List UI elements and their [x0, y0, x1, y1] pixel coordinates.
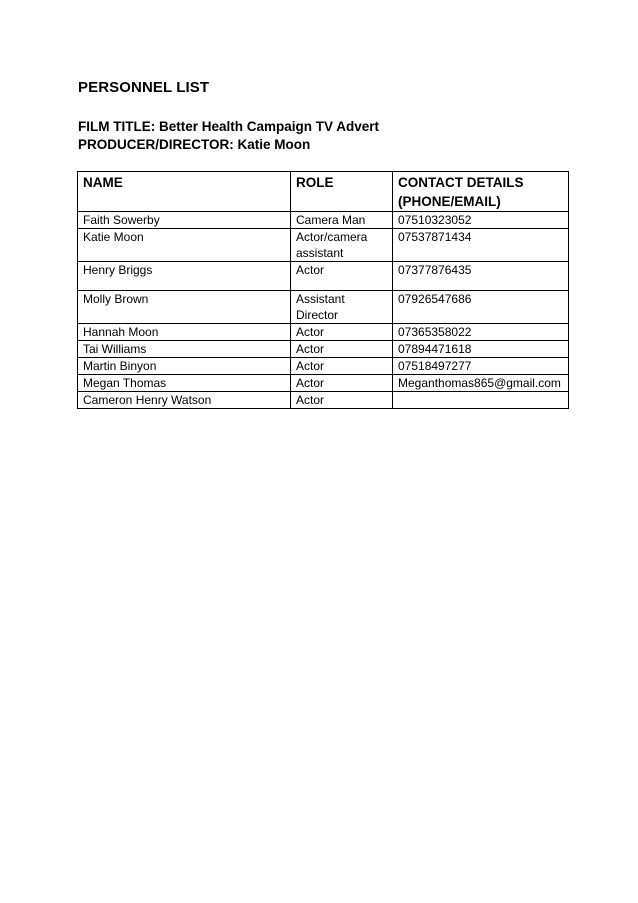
cell-name: Hannah Moon [78, 324, 291, 341]
cell-contact: 07377876435 [393, 262, 569, 291]
cell-role: Assistant Director [291, 291, 393, 324]
film-title-line: FILM TITLE: Better Health Campaign TV Advert [78, 119, 380, 134]
table-row [78, 392, 569, 409]
cell-role: Actor [291, 341, 393, 358]
cell-role: Actor [291, 262, 393, 291]
cell-name: Molly Brown [78, 291, 291, 324]
table-header-row [78, 172, 569, 212]
table-row [78, 229, 569, 262]
cell-name: Martin Binyon [78, 358, 291, 375]
cell-role: Actor/camera assistant [291, 229, 393, 262]
table-row [78, 358, 569, 375]
personnel-table [77, 171, 569, 409]
cell-contact [393, 392, 569, 409]
header-role: ROLE [291, 172, 393, 212]
cell-role: Actor [291, 324, 393, 341]
header-contact-line2: (PHONE/EMAIL) [398, 194, 501, 209]
cell-contact: 07894471618 [393, 341, 569, 358]
table-row [78, 324, 569, 341]
header-contact [393, 172, 569, 212]
cell-contact: 07518497277 [393, 358, 569, 375]
cell-contact: 07510323052 [393, 212, 569, 229]
table-row [78, 212, 569, 229]
table-row [78, 341, 569, 358]
producer-director-line: PRODUCER/DIRECTOR: Katie Moon [78, 137, 311, 152]
cell-role: Actor [291, 375, 393, 392]
cell-contact: 07365358022 [393, 324, 569, 341]
cell-name: Faith Sowerby [78, 212, 291, 229]
cell-name: Megan Thomas [78, 375, 291, 392]
header-name: NAME [78, 172, 291, 212]
cell-name: Tai Williams [78, 341, 291, 358]
cell-name: Cameron Henry Watson [78, 392, 291, 409]
cell-role: Actor [291, 358, 393, 375]
cell-contact: 07926547686 [393, 291, 569, 324]
table-row [78, 375, 569, 392]
table-row [78, 291, 569, 324]
cell-contact: 07537871434 [393, 229, 569, 262]
cell-name: Katie Moon [78, 229, 291, 262]
page-title: PERSONNEL LIST [78, 79, 210, 96]
cell-contact: Meganthomas865@gmail.com [393, 375, 569, 392]
cell-role: Camera Man [291, 212, 393, 229]
table-row [78, 262, 569, 291]
cell-role: Actor [291, 392, 393, 409]
cell-name: Henry Briggs [78, 262, 291, 291]
header-contact-line1: CONTACT DETAILS [398, 175, 524, 190]
